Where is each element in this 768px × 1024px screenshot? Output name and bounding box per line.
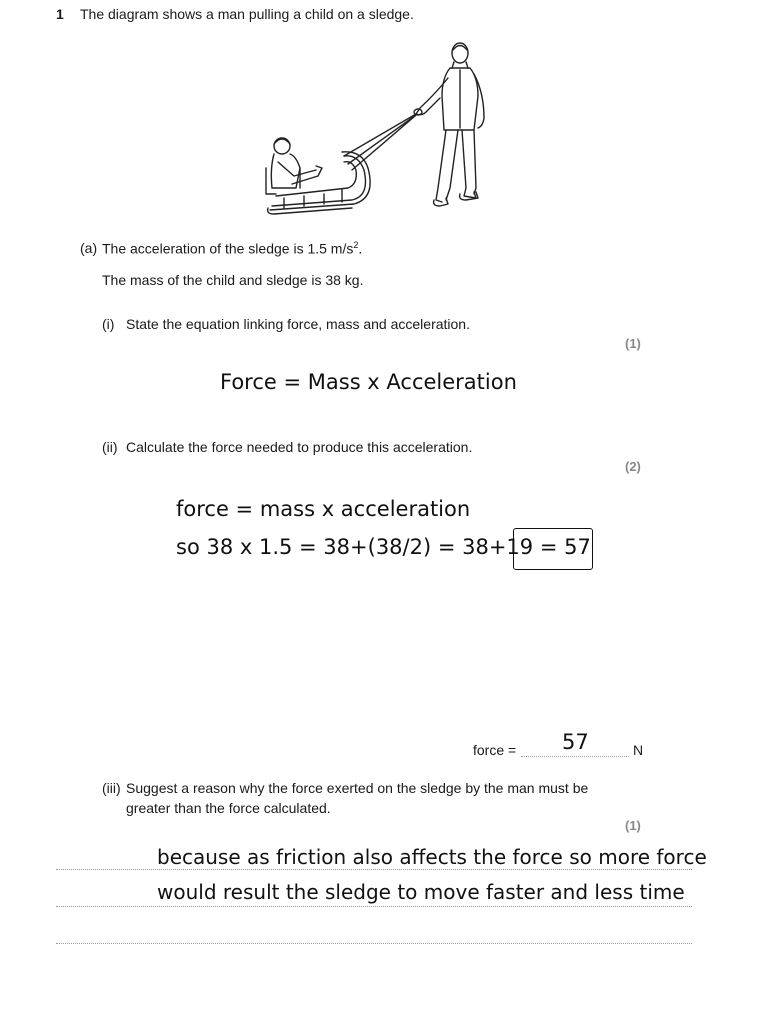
force-label: force = [473,742,517,758]
force-value: 57 [562,730,589,754]
part-a-label: (a) [80,240,98,256]
acceleration-exponent: 2 [353,240,359,250]
mass-statement: The mass of the child and sledge is 38 kg. [102,272,364,288]
part-i-label: (i) [102,316,115,332]
part-iii-label: (iii) [102,780,121,796]
rope [344,114,416,170]
sledge [268,152,371,214]
part-ii-working-line-2: so 38 x 1.5 = 38+(38/2) = 38+19 = 57 [176,535,591,559]
part-i-question: State the equation linking force, mass and acceleration. [126,316,470,332]
question-intro: The diagram shows a man pulling a child on a sledge. [80,6,414,22]
part-ii-working-line-1: force = mass x acceleration [176,497,471,521]
part-i-answer: Force = Mass x Acceleration [220,370,517,394]
boxed-answer-outline [513,528,593,570]
part-iii-answer-line-1: because as friction also affects the force so more force [157,845,707,869]
part-ii-label: (ii) [102,439,118,455]
acceleration-suffix: . [358,240,363,257]
answer-rule-3 [56,943,692,944]
child-figure [266,138,322,194]
man-figure [414,43,484,206]
part-ii-marks: (2) [625,459,641,474]
force-unit: N [633,742,644,758]
answer-rule-2 [56,906,692,907]
part-iii-marks: (1) [625,818,641,833]
acceleration-prefix: The acceleration of the sledge is 1.5 m/s [102,240,354,257]
force-answer-line [521,756,629,757]
part-i-marks: (1) [625,336,641,351]
part-iii-answer-line-2: would result the sledge to move faster and less time [157,880,685,904]
question-number: 1 [56,6,64,22]
answer-rule-1 [56,869,692,870]
acceleration-statement [102,240,362,257]
part-iii-question-line-2: greater than the force calculated. [126,800,331,816]
man-pulling-child-on-sledge-illustration [252,38,502,220]
part-ii-question: Calculate the force needed to produce this acceleration. [126,439,473,455]
part-iii-question-line-1: Suggest a reason why the force exerted on the sledge by the man must be [126,780,589,796]
